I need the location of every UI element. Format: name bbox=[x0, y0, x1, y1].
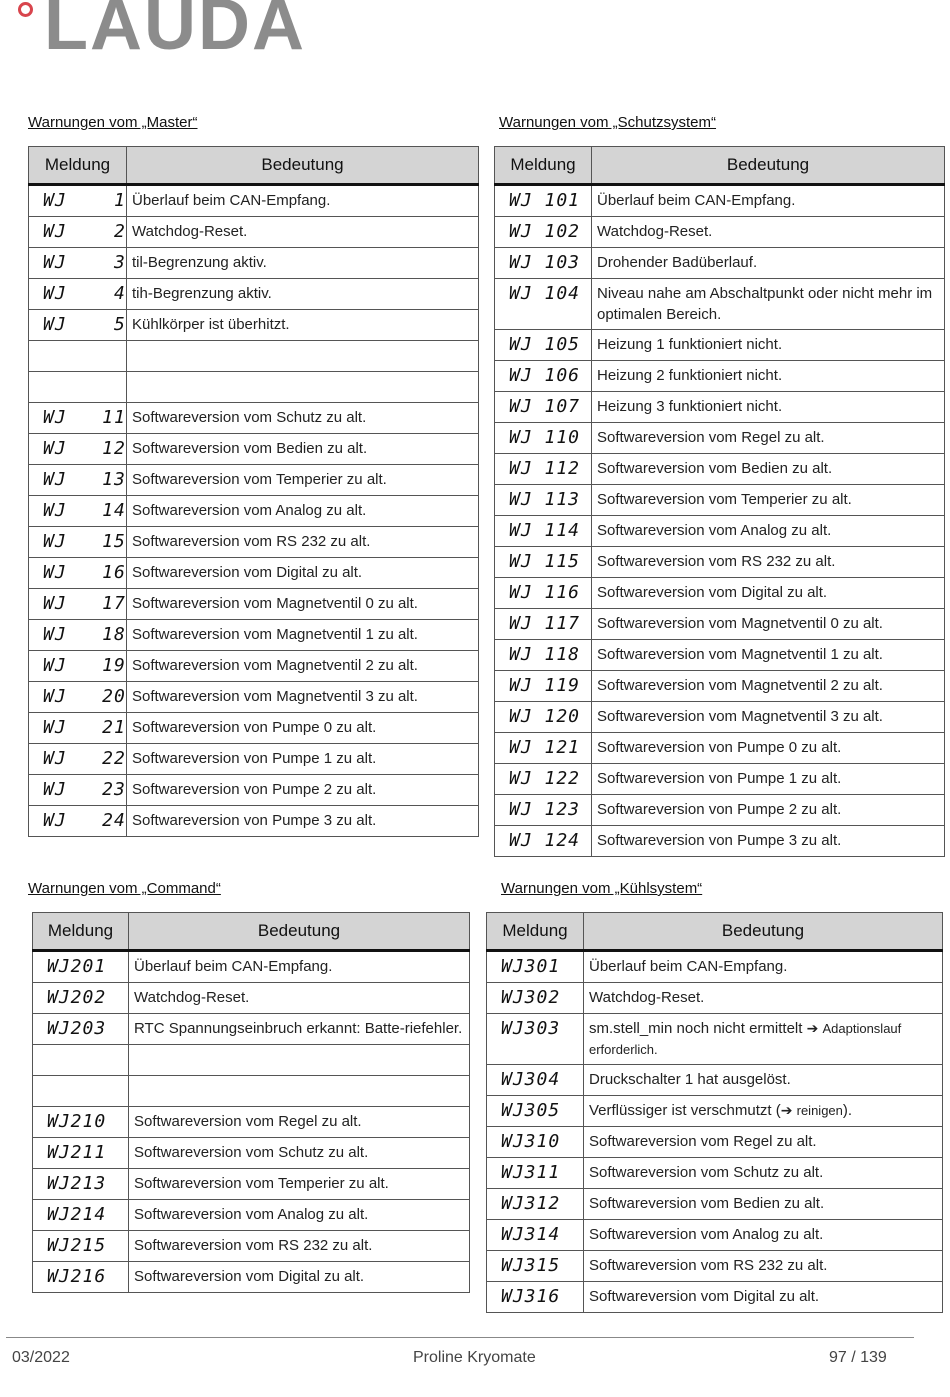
warning-code bbox=[29, 341, 127, 372]
warning-meaning: Heizung 2 funktioniert nicht. bbox=[592, 361, 945, 392]
warning-code: WJ216 bbox=[33, 1262, 129, 1293]
table-schutz bbox=[494, 146, 945, 857]
warning-code: WJ214 bbox=[33, 1200, 129, 1231]
table-row bbox=[33, 1138, 470, 1169]
table-row bbox=[33, 1014, 470, 1045]
header-meaning: Bedeutung bbox=[584, 913, 943, 951]
table-row bbox=[487, 1220, 943, 1251]
table-row bbox=[495, 640, 945, 671]
warning-code: WJ 104 bbox=[495, 279, 592, 330]
table-row bbox=[29, 403, 479, 434]
table-row bbox=[487, 1014, 943, 1065]
warning-meaning: Softwareversion vom Temperier zu alt. bbox=[592, 485, 945, 516]
table-row bbox=[495, 702, 945, 733]
warning-code: WJ215 bbox=[33, 1231, 129, 1262]
table-row bbox=[487, 1065, 943, 1096]
table-row bbox=[495, 423, 945, 454]
table-row bbox=[495, 826, 945, 857]
warning-meaning: Softwareversion vom Digital zu alt. bbox=[592, 578, 945, 609]
header-code: Meldung bbox=[487, 913, 584, 951]
logo-text: LAUDA bbox=[44, 0, 306, 65]
warning-meaning: Softwareversion vom Digital zu alt. bbox=[129, 1262, 470, 1293]
table-row bbox=[487, 1282, 943, 1313]
warning-code: WJ 114 bbox=[495, 516, 592, 547]
warning-code: WJ 13 bbox=[29, 465, 127, 496]
warning-meaning: Überlauf beim CAN-Empfang. bbox=[129, 951, 470, 983]
table-row bbox=[495, 578, 945, 609]
table-row bbox=[487, 1158, 943, 1189]
warning-code: WJ 102 bbox=[495, 217, 592, 248]
table-row bbox=[29, 217, 479, 248]
meaning-suffix: ). bbox=[842, 1102, 853, 1119]
warning-meaning: Heizung 1 funktioniert nicht. bbox=[592, 330, 945, 361]
warning-meaning bbox=[584, 1014, 943, 1065]
table-row bbox=[487, 1189, 943, 1220]
warning-code: WJ 122 bbox=[495, 764, 592, 795]
warning-meaning: Softwareversion vom RS 232 zu alt. bbox=[129, 1231, 470, 1262]
table-row bbox=[487, 983, 943, 1014]
table-row bbox=[495, 764, 945, 795]
header-meaning: Bedeutung bbox=[127, 147, 479, 185]
warning-meaning: Softwareversion vom Magnetventil 0 zu alt. bbox=[127, 589, 479, 620]
table-row bbox=[29, 527, 479, 558]
section-title-master: Warnungen vom „Master“ bbox=[28, 114, 198, 131]
table-row bbox=[29, 651, 479, 682]
table-row bbox=[33, 951, 470, 983]
warning-meaning: Watchdog-Reset. bbox=[592, 217, 945, 248]
table-row bbox=[495, 733, 945, 764]
warning-meaning: Softwareversion vom RS 232 zu alt. bbox=[584, 1251, 943, 1282]
warning-code: WJ304 bbox=[487, 1065, 584, 1096]
table-row bbox=[495, 185, 945, 217]
warning-meaning: Softwareversion vom Schutz zu alt. bbox=[584, 1158, 943, 1189]
warning-code: WJ 15 bbox=[29, 527, 127, 558]
table-row bbox=[495, 671, 945, 702]
warning-code: WJ312 bbox=[487, 1189, 584, 1220]
warning-meaning: Überlauf beim CAN-Empfang. bbox=[127, 185, 479, 217]
warning-code bbox=[33, 1045, 129, 1076]
table-row bbox=[29, 775, 479, 806]
meaning-text: sm.stell_min noch nicht ermittelt bbox=[589, 1020, 803, 1037]
warning-meaning: Softwareversion vom Magnetventil 1 zu alt. bbox=[127, 620, 479, 651]
warning-meaning: Softwareversion vom Regel zu alt. bbox=[584, 1127, 943, 1158]
warning-code bbox=[33, 1076, 129, 1107]
meaning-small-text: reinigen bbox=[796, 1103, 843, 1118]
table-row bbox=[33, 1262, 470, 1293]
warning-code: WJ315 bbox=[487, 1251, 584, 1282]
warning-code: WJ 105 bbox=[495, 330, 592, 361]
warning-meaning: Druckschalter 1 hat ausgelöst. bbox=[584, 1065, 943, 1096]
table-row bbox=[29, 620, 479, 651]
section-title-command: Warnungen vom „Command“ bbox=[28, 880, 221, 897]
table-header-row bbox=[495, 147, 945, 185]
warning-code: WJ301 bbox=[487, 951, 584, 983]
table-row bbox=[33, 983, 470, 1014]
warning-code: WJ 119 bbox=[495, 671, 592, 702]
section-title-kuehl: Warnungen vom „Kühlsystem“ bbox=[501, 880, 703, 897]
table-header-row bbox=[487, 913, 943, 951]
warning-meaning: Softwareversion vom Bedien zu alt. bbox=[127, 434, 479, 465]
warning-code: WJ 103 bbox=[495, 248, 592, 279]
warning-code: WJ 14 bbox=[29, 496, 127, 527]
table-row bbox=[33, 1231, 470, 1262]
warning-code: WJ 17 bbox=[29, 589, 127, 620]
warning-code: WJ 123 bbox=[495, 795, 592, 826]
warning-code: WJ 107 bbox=[495, 392, 592, 423]
warning-meaning bbox=[129, 1045, 470, 1076]
warning-code: WJ 22 bbox=[29, 744, 127, 775]
warning-code: WJ314 bbox=[487, 1220, 584, 1251]
warning-code: WJ213 bbox=[33, 1169, 129, 1200]
table-row bbox=[29, 744, 479, 775]
warning-meaning: Softwareversion vom Magnetventil 2 zu alt. bbox=[592, 671, 945, 702]
table-row bbox=[29, 465, 479, 496]
warning-code: WJ 106 bbox=[495, 361, 592, 392]
table-row bbox=[29, 310, 479, 341]
table-header-row bbox=[29, 147, 479, 185]
table-row-empty bbox=[29, 341, 479, 372]
table-row bbox=[487, 1251, 943, 1282]
table-row bbox=[495, 330, 945, 361]
table-row bbox=[495, 279, 945, 330]
warning-meaning: Watchdog-Reset. bbox=[127, 217, 479, 248]
warning-code: WJ302 bbox=[487, 983, 584, 1014]
arrow-right-icon: ➔ bbox=[780, 1102, 793, 1118]
warning-code: WJ305 bbox=[487, 1096, 584, 1127]
table-row bbox=[495, 217, 945, 248]
warning-code: WJ203 bbox=[33, 1014, 129, 1045]
warning-meaning: Softwareversion vom Schutz zu alt. bbox=[127, 403, 479, 434]
warning-meaning: til-Begrenzung aktiv. bbox=[127, 248, 479, 279]
warning-meaning bbox=[127, 341, 479, 372]
warning-meaning: Softwareversion von Pumpe 3 zu alt. bbox=[127, 806, 479, 837]
header-code: Meldung bbox=[33, 913, 129, 951]
table-row bbox=[33, 1200, 470, 1231]
warning-meaning: Softwareversion vom Magnetventil 1 zu alt. bbox=[592, 640, 945, 671]
table-row bbox=[29, 185, 479, 217]
warning-meaning: Überlauf beim CAN-Empfang. bbox=[584, 951, 943, 983]
table-row bbox=[29, 496, 479, 527]
warning-code: WJ 19 bbox=[29, 651, 127, 682]
warning-code: WJ202 bbox=[33, 983, 129, 1014]
table-row bbox=[487, 951, 943, 983]
warning-meaning bbox=[129, 1076, 470, 1107]
warning-code: WJ 21 bbox=[29, 713, 127, 744]
warning-meaning: Heizung 3 funktioniert nicht. bbox=[592, 392, 945, 423]
warning-code: WJ 4 bbox=[29, 279, 127, 310]
table-row bbox=[495, 454, 945, 485]
arrow-right-icon: ➔ bbox=[806, 1020, 819, 1036]
warning-code: WJ 11 bbox=[29, 403, 127, 434]
footer-date: 03/2022 bbox=[12, 1349, 70, 1366]
warning-meaning: Softwareversion von Pumpe 2 zu alt. bbox=[127, 775, 479, 806]
logo-ring-icon bbox=[18, 2, 33, 17]
table-row bbox=[29, 558, 479, 589]
table-row bbox=[495, 392, 945, 423]
table-kuehl bbox=[486, 912, 943, 1313]
table-row bbox=[495, 795, 945, 826]
header-code: Meldung bbox=[495, 147, 592, 185]
warning-meaning: Softwareversion vom Regel zu alt. bbox=[129, 1107, 470, 1138]
warning-code: WJ 2 bbox=[29, 217, 127, 248]
warning-meaning: Niveau nahe am Abschaltpunkt oder nicht mehr im optimalen Bereich. bbox=[592, 279, 945, 330]
warning-meaning: Softwareversion vom Digital zu alt. bbox=[584, 1282, 943, 1313]
warning-code: WJ 120 bbox=[495, 702, 592, 733]
table-row bbox=[495, 485, 945, 516]
warning-meaning: Softwareversion vom Magnetventil 2 zu alt. bbox=[127, 651, 479, 682]
warning-code: WJ 5 bbox=[29, 310, 127, 341]
warning-code: WJ 20 bbox=[29, 682, 127, 713]
warning-code: WJ 110 bbox=[495, 423, 592, 454]
meaning-small-text: Adaptionslauf erforderlich. bbox=[589, 1021, 902, 1057]
warning-code: WJ311 bbox=[487, 1158, 584, 1189]
meaning-text: Verflüssiger ist verschmutzt ( bbox=[589, 1102, 781, 1119]
table-master bbox=[28, 146, 479, 837]
warning-meaning: Softwareversion von Pumpe 1 zu alt. bbox=[592, 764, 945, 795]
footer-divider bbox=[6, 1337, 914, 1338]
warning-meaning: Softwareversion vom Temperier zu alt. bbox=[127, 465, 479, 496]
warning-meaning: Softwareversion vom Analog zu alt. bbox=[584, 1220, 943, 1251]
warning-code: WJ 121 bbox=[495, 733, 592, 764]
warning-meaning: Kühlkörper ist überhitzt. bbox=[127, 310, 479, 341]
warning-meaning: Überlauf beim CAN-Empfang. bbox=[592, 185, 945, 217]
warning-code bbox=[29, 372, 127, 403]
table-row-empty bbox=[33, 1076, 470, 1107]
warning-meaning: Softwareversion von Pumpe 0 zu alt. bbox=[592, 733, 945, 764]
warning-meaning: tih-Begrenzung aktiv. bbox=[127, 279, 479, 310]
warning-code: WJ 115 bbox=[495, 547, 592, 578]
table-row bbox=[495, 547, 945, 578]
warning-code: WJ 101 bbox=[495, 185, 592, 217]
warning-meaning: Softwareversion vom Analog zu alt. bbox=[127, 496, 479, 527]
warning-code: WJ316 bbox=[487, 1282, 584, 1313]
warning-code: WJ211 bbox=[33, 1138, 129, 1169]
table-row bbox=[29, 248, 479, 279]
warning-code: WJ 112 bbox=[495, 454, 592, 485]
warning-meaning: Softwareversion vom RS 232 zu alt. bbox=[127, 527, 479, 558]
table-row-empty bbox=[33, 1045, 470, 1076]
warning-code: WJ 24 bbox=[29, 806, 127, 837]
warning-meaning: Softwareversion vom RS 232 zu alt. bbox=[592, 547, 945, 578]
warning-meaning: Watchdog-Reset. bbox=[129, 983, 470, 1014]
warning-code: WJ 16 bbox=[29, 558, 127, 589]
warning-meaning: Softwareversion vom Schutz zu alt. bbox=[129, 1138, 470, 1169]
warning-code: WJ201 bbox=[33, 951, 129, 983]
warning-code: WJ310 bbox=[487, 1127, 584, 1158]
warning-meaning: Softwareversion vom Analog zu alt. bbox=[592, 516, 945, 547]
table-row bbox=[495, 516, 945, 547]
warning-meaning: Drohender Badüberlauf. bbox=[592, 248, 945, 279]
warning-meaning: Softwareversion vom Magnetventil 3 zu alt. bbox=[127, 682, 479, 713]
warning-meaning: Softwareversion vom Magnetventil 0 zu alt. bbox=[592, 609, 945, 640]
table-row bbox=[29, 279, 479, 310]
warning-meaning: Softwareversion vom Regel zu alt. bbox=[592, 423, 945, 454]
warning-meaning: Softwareversion vom Bedien zu alt. bbox=[592, 454, 945, 485]
warning-code: WJ 124 bbox=[495, 826, 592, 857]
table-row bbox=[29, 713, 479, 744]
warning-code: WJ 113 bbox=[495, 485, 592, 516]
warning-code: WJ303 bbox=[487, 1014, 584, 1065]
warning-meaning bbox=[584, 1096, 943, 1127]
warning-code: WJ 117 bbox=[495, 609, 592, 640]
header-code: Meldung bbox=[29, 147, 127, 185]
table-row bbox=[29, 589, 479, 620]
table-row bbox=[29, 434, 479, 465]
table-row-empty bbox=[29, 372, 479, 403]
table-header-row bbox=[33, 913, 470, 951]
warning-meaning bbox=[127, 372, 479, 403]
warning-meaning: Softwareversion vom Magnetventil 3 zu alt. bbox=[592, 702, 945, 733]
header-meaning: Bedeutung bbox=[592, 147, 945, 185]
table-row bbox=[29, 806, 479, 837]
warning-code: WJ 18 bbox=[29, 620, 127, 651]
warning-meaning: Softwareversion von Pumpe 3 zu alt. bbox=[592, 826, 945, 857]
table-row bbox=[33, 1107, 470, 1138]
footer-page: 97 / 139 bbox=[829, 1349, 887, 1366]
warning-meaning: RTC Spannungseinbruch erkannt: Batte-riefehler. bbox=[129, 1014, 470, 1045]
table-row bbox=[29, 682, 479, 713]
warning-code: WJ 12 bbox=[29, 434, 127, 465]
warning-meaning: Softwareversion vom Bedien zu alt. bbox=[584, 1189, 943, 1220]
warning-meaning: Softwareversion von Pumpe 2 zu alt. bbox=[592, 795, 945, 826]
table-row bbox=[495, 248, 945, 279]
warning-code: WJ 116 bbox=[495, 578, 592, 609]
warning-code: WJ 3 bbox=[29, 248, 127, 279]
warning-meaning: Softwareversion von Pumpe 0 zu alt. bbox=[127, 713, 479, 744]
warning-meaning: Watchdog-Reset. bbox=[584, 983, 943, 1014]
warning-code: WJ 1 bbox=[29, 185, 127, 217]
header-meaning: Bedeutung bbox=[129, 913, 470, 951]
warning-code: WJ 23 bbox=[29, 775, 127, 806]
table-row bbox=[495, 361, 945, 392]
warning-meaning: Softwareversion vom Digital zu alt. bbox=[127, 558, 479, 589]
warning-code: WJ210 bbox=[33, 1107, 129, 1138]
warning-code: WJ 118 bbox=[495, 640, 592, 671]
table-command bbox=[32, 912, 470, 1293]
warning-meaning: Softwareversion vom Analog zu alt. bbox=[129, 1200, 470, 1231]
footer-product: Proline Kryomate bbox=[413, 1349, 536, 1366]
table-row bbox=[495, 609, 945, 640]
warning-meaning: Softwareversion vom Temperier zu alt. bbox=[129, 1169, 470, 1200]
table-row bbox=[33, 1169, 470, 1200]
section-title-schutz: Warnungen vom „Schutzsystem“ bbox=[499, 114, 717, 131]
table-row bbox=[487, 1096, 943, 1127]
warning-meaning: Softwareversion von Pumpe 1 zu alt. bbox=[127, 744, 479, 775]
table-row bbox=[487, 1127, 943, 1158]
